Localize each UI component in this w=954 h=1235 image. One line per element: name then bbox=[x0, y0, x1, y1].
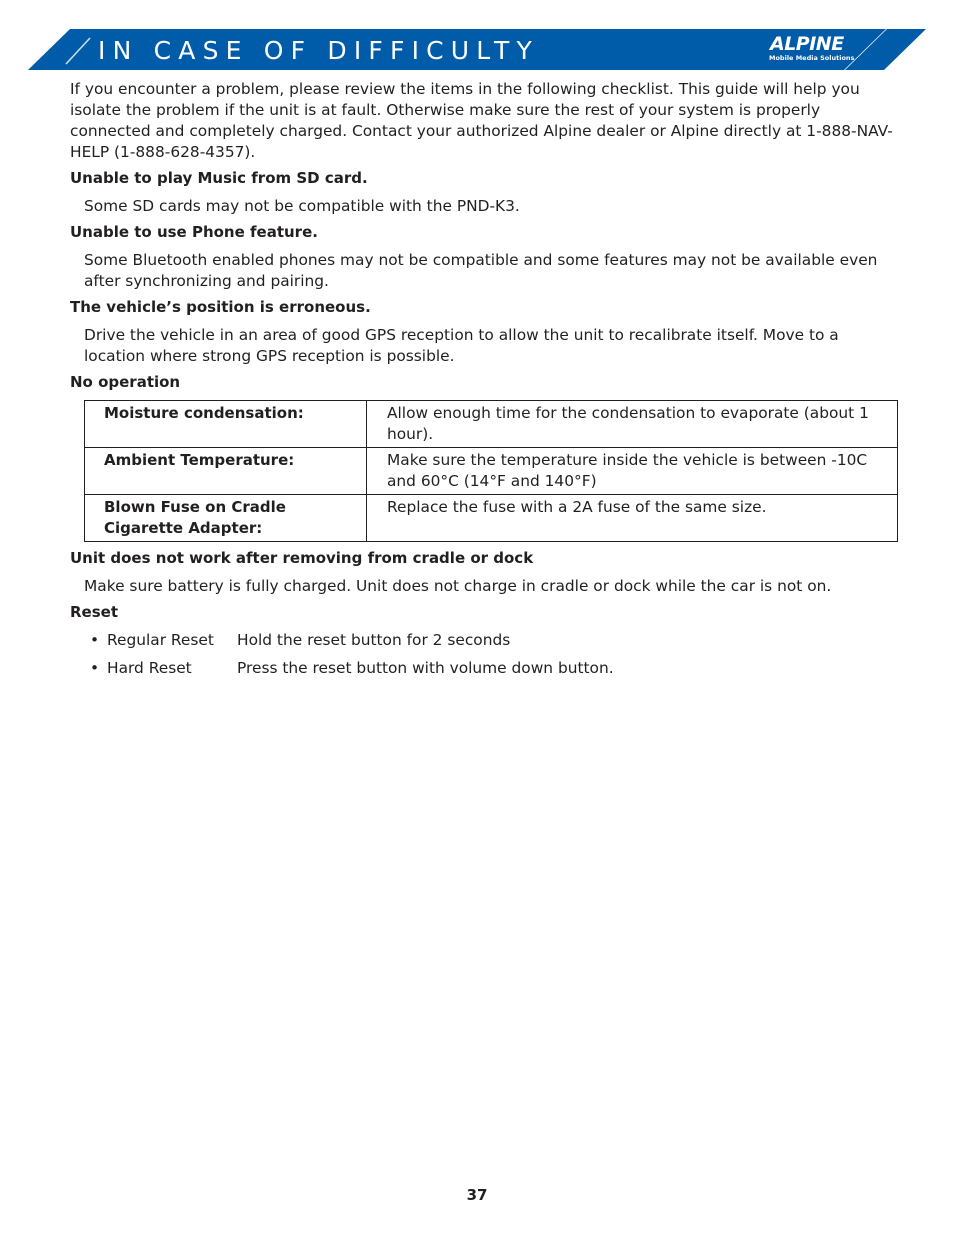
reset-type: Hard Reset bbox=[107, 659, 192, 677]
bullet: • bbox=[90, 631, 100, 649]
list-item bbox=[70, 658, 898, 686]
issue-heading: Unable to play Music from SD card. bbox=[70, 169, 368, 187]
brand-tagline: Mobile Media Solutions bbox=[769, 54, 855, 62]
alpine-logo bbox=[742, 30, 855, 66]
table-cell-cause: Moisture condensation: bbox=[85, 401, 367, 448]
table-row bbox=[85, 448, 898, 495]
table-cell-cause: Blown Fuse on Cradle Cigarette Adapter: bbox=[85, 495, 367, 542]
table-cell-cause: Ambient Temperature: bbox=[85, 448, 367, 495]
intro-paragraph: If you encounter a problem, please review the items in the following checklist. This guide will help you isolate the problem if the unit is at fault. Otherwise make sure the rest of your system is properly connected and completely charged. Contact your authorized Alpine dealer or Alpine directly at 1-888-NAV-HELP (1-888-628-4357). bbox=[70, 80, 893, 161]
table-cell-remedy: Allow enough time for the condensation to evaporate (about 1 hour). bbox=[367, 401, 898, 448]
issue-text: Drive the vehicle in an area of good GPS reception to allow the unit to recalibrate itself. Move to a location where strong GPS reception is possible. bbox=[84, 326, 839, 365]
no-operation-table bbox=[84, 400, 898, 542]
main-content bbox=[70, 79, 898, 686]
no-operation-section bbox=[70, 372, 898, 542]
issue-text: Some Bluetooth enabled phones may not be compatible and some features may not be available even after synchronizing and pairing. bbox=[84, 251, 878, 290]
page-number: 37 bbox=[466, 1186, 488, 1204]
bullet: • bbox=[90, 659, 100, 677]
issue-text: Make sure battery is fully charged. Unit does not charge in cradle or dock while the car is not on. bbox=[84, 577, 832, 595]
issue-heading: Unable to use Phone feature. bbox=[70, 223, 318, 241]
table-row bbox=[85, 495, 898, 542]
alpine-stripes-icon bbox=[740, 33, 770, 55]
header-banner bbox=[0, 0, 954, 72]
table-cell-remedy: Replace the fuse with a 2A fuse of the same size. bbox=[367, 495, 898, 542]
brand-name: ALPINE bbox=[770, 33, 844, 55]
section-heading: Reset bbox=[70, 603, 118, 621]
table-row bbox=[85, 401, 898, 448]
issue-heading: The vehicle’s position is erroneous. bbox=[70, 298, 371, 316]
reset-type: Regular Reset bbox=[107, 631, 214, 649]
reset-list bbox=[70, 630, 898, 686]
issue-sd-card bbox=[70, 168, 898, 217]
list-item bbox=[70, 630, 898, 658]
issue-text: Some SD cards may not be compatible with the PND-K3. bbox=[84, 197, 520, 215]
issue-cradle bbox=[70, 548, 898, 597]
issue-vehicle-position bbox=[70, 297, 898, 367]
page-title: IN CASE OF DIFFICULTY bbox=[98, 36, 539, 65]
reset-section bbox=[70, 602, 898, 686]
issue-phone bbox=[70, 222, 898, 292]
table-cell-remedy: Make sure the temperature inside the vehicle is between -10C and 60°C (14°F and 140°F) bbox=[367, 448, 898, 495]
reset-description: Hold the reset button for 2 seconds bbox=[237, 631, 511, 649]
section-heading: No operation bbox=[70, 373, 181, 391]
reset-description: Press the reset button with volume down button. bbox=[237, 659, 614, 677]
issue-heading: Unit does not work after removing from cradle or dock bbox=[70, 549, 534, 567]
